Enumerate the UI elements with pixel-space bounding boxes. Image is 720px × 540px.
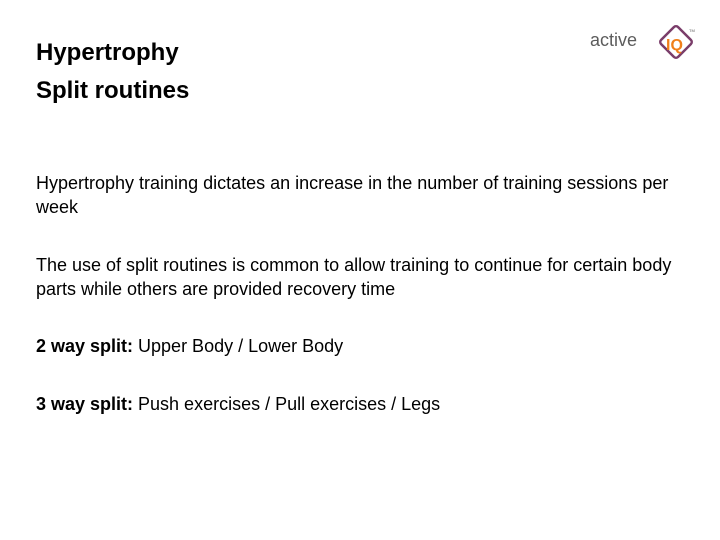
logo-wordmark: active (590, 30, 638, 50)
logo-trademark: TM (689, 28, 695, 33)
three-way-split-label: 3 way split: (36, 394, 134, 414)
two-way-split-text: Upper Body / Lower Body (133, 336, 344, 356)
logo-iq-text: IQ (666, 37, 683, 54)
paragraph-split-routines: The use of split routines is common to allow training to continue for certain body parts while others are provided recovery time (36, 255, 672, 299)
active-iq-logo (588, 24, 700, 64)
three-way-split-line (36, 392, 440, 416)
paragraph-training-frequency: Hypertrophy training dictates an increase in the number of training sessions per week (36, 173, 669, 217)
slide-title (36, 34, 189, 110)
three-way-split-text: Push exercises / Pull exercises / Legs (133, 394, 441, 414)
two-way-split-label: 2 way split: (36, 336, 134, 356)
two-way-split-line (36, 334, 343, 358)
slide-title-line-1: Hypertrophy (36, 39, 179, 66)
logo-iq-mark (659, 25, 693, 59)
slide-title-line-2: Split routines (36, 77, 190, 104)
